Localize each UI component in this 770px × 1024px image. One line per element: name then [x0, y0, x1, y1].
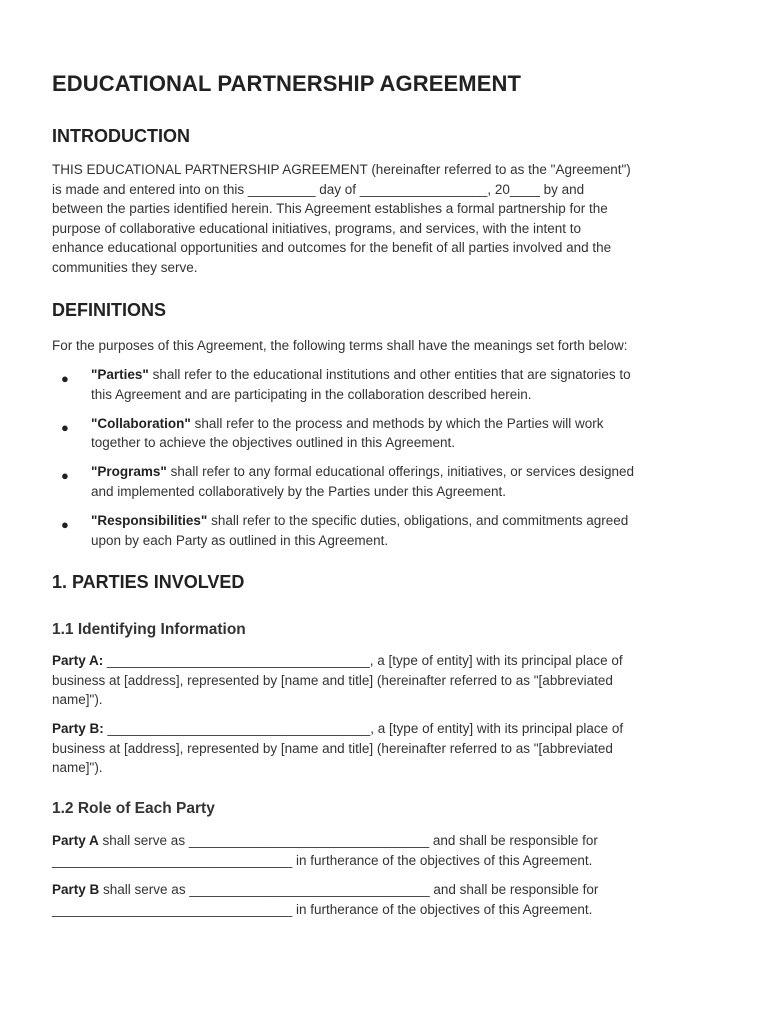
document-title: EDUCATIONAL PARTNERSHIP AGREEMENT [52, 71, 521, 96]
party-b-label: Party B: [52, 721, 104, 736]
introduction-line: enhance educational opportunities and outcomes for the benefit of all parties involved and the [52, 240, 612, 256]
party-b-text: ___________________________________, a [type of entity] with its principal place of [103, 721, 624, 736]
definition-item [52, 414, 720, 453]
party-b-identifying [52, 719, 720, 778]
introduction-line: purpose of collaborative educational initiatives, programs, and services, with the intent to [52, 220, 582, 236]
definition-item [52, 462, 720, 501]
party-b-role-text: shall serve as ________________________________ and shall be responsible for [99, 882, 599, 897]
party-a-role-text: shall serve as ________________________________ and shall be responsible for [98, 833, 598, 848]
identifying-information-heading: 1.1 Identifying Information [52, 621, 246, 638]
definition-term: "Parties" [91, 367, 149, 382]
definition-text: and implemented collaboratively by the Parties under this Agreement. [91, 483, 506, 499]
bullet-icon: ● [61, 468, 69, 484]
party-a-label: Party A: [52, 653, 104, 668]
party-a-text: name]"). [52, 692, 103, 708]
bullet-icon: ● [61, 419, 69, 435]
parties-heading: 1. PARTIES INVOLVED [52, 572, 245, 592]
definition-term: "Responsibilities" [91, 513, 208, 529]
definition-item [52, 511, 720, 550]
party-b-role [52, 880, 720, 919]
introduction-line: communities they serve. [52, 259, 198, 275]
party-a-role-label: Party A [52, 833, 99, 848]
definition-text: together to achieve the objectives outlined in this Agreement. [91, 435, 455, 451]
definition-text: shall refer to the process and methods by which the Parties will work [190, 415, 604, 431]
definitions-intro: For the purposes of this Agreement, the following terms shall have the meanings set forth below: [52, 338, 628, 353]
definition-text: shall refer to the educational institutions and other entities that are signatories to [148, 367, 631, 382]
party-b-text: business at [address], represented by [name and title] (hereinafter referred to as "[abbreviated [52, 740, 613, 756]
definition-text: shall refer to any formal educational offerings, initiatives, or services designed [166, 464, 635, 480]
party-a-role-text: ________________________________ in furtherance of the objectives of this Agreement. [52, 852, 593, 868]
party-a-text: business at [address], represented by [name and title] (hereinafter referred to as "[abbreviated [52, 672, 613, 688]
definition-text: this Agreement and are participating in the collaboration described herein. [91, 386, 532, 402]
party-b-role-text: ________________________________ in furtherance of the objectives of this Agreement. [52, 901, 593, 917]
party-a-identifying [52, 651, 720, 710]
party-a-text: ___________________________________, a [type of entity] with its principal place of [103, 653, 623, 668]
introduction-line: between the parties identified herein. This Agreement establishes a formal partnership for the [52, 201, 608, 217]
definition-term: "Collaboration" [91, 415, 191, 431]
introduction-line: THIS EDUCATIONAL PARTNERSHIP AGREEMENT (hereinafter referred to as the "Agreement") [52, 162, 631, 177]
role-of-each-party-heading: 1.2 Role of Each Party [52, 800, 215, 817]
party-b-role-label: Party B [52, 882, 100, 897]
definition-item [52, 365, 720, 404]
introduction-line: is made and entered into on this _________ day of _________________, 20____ by and [52, 181, 585, 197]
definitions-heading: DEFINITIONS [52, 300, 167, 320]
introduction-paragraph [52, 160, 720, 278]
definitions-list [52, 365, 720, 560]
definition-text: upon by each Party as outlined in this Agreement. [91, 532, 389, 548]
definition-term: "Programs" [91, 464, 167, 480]
definition-text: shall refer to the specific duties, obligations, and commitments agreed [207, 513, 629, 529]
introduction-heading: INTRODUCTION [52, 126, 190, 146]
party-a-role [52, 831, 720, 870]
bullet-icon: ● [61, 517, 69, 533]
party-b-text: name]"). [52, 760, 103, 776]
bullet-icon: ● [61, 371, 69, 386]
